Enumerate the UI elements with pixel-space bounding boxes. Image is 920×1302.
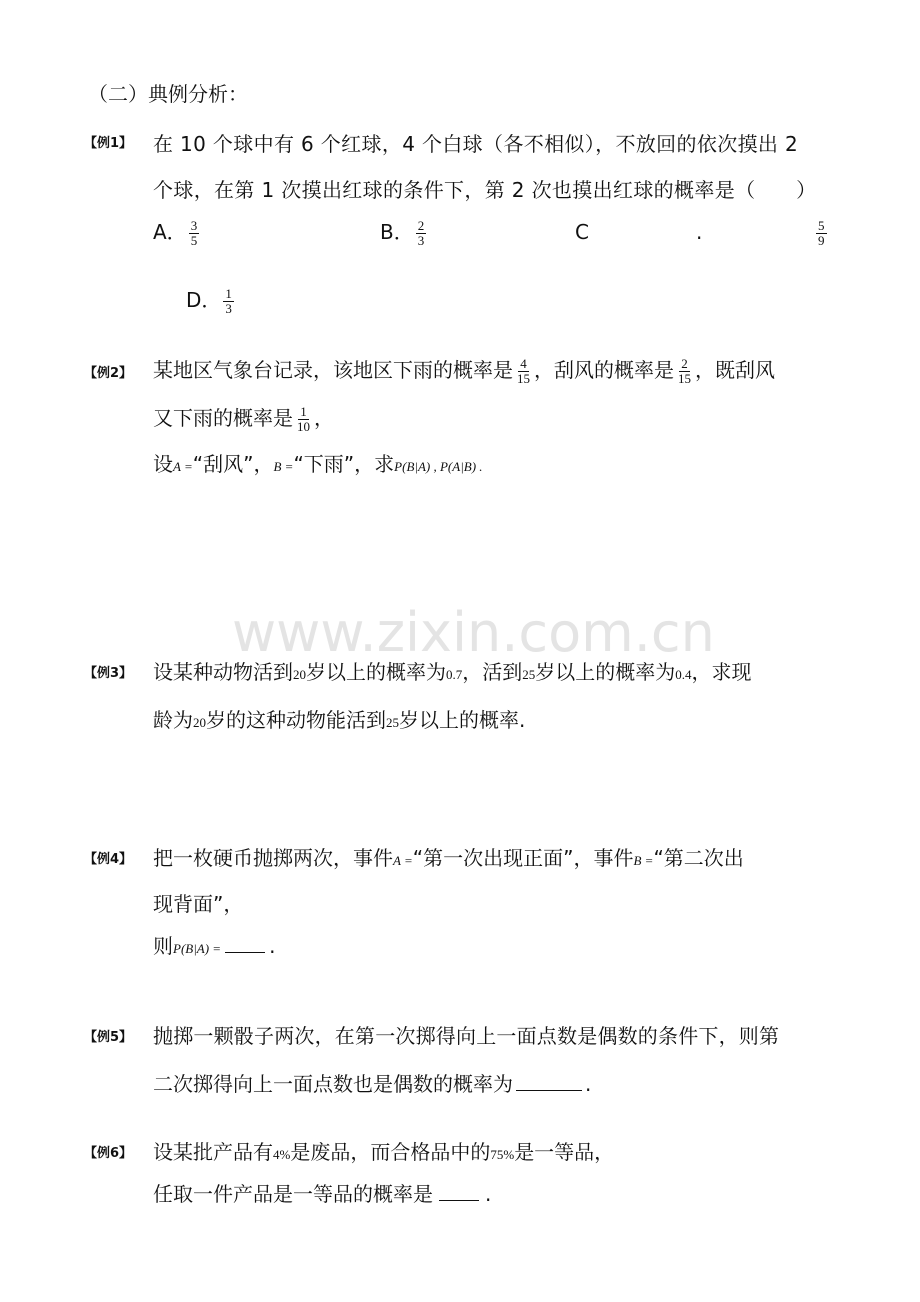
fraction-numerator: 5: [818, 218, 825, 233]
example-4-line-3: [153, 932, 275, 963]
text: 设某种动物活到: [153, 660, 293, 684]
answer-blank[interactable]: [516, 1074, 582, 1091]
text: “刮风”，: [192, 452, 274, 476]
text: .: [485, 1182, 492, 1206]
option-a-fraction: [189, 219, 200, 248]
text: 岁以上的概率为: [535, 660, 676, 684]
example-6-tag: 【例6】: [84, 1146, 133, 1161]
text: 则: [153, 934, 173, 958]
math-var-b: B =: [633, 853, 654, 868]
text: ，求现: [691, 660, 752, 684]
number: 0.7: [446, 667, 463, 682]
example-3-line-1: [153, 658, 752, 689]
text: 任取一件产品是一等品的概率是: [153, 1182, 433, 1206]
example-2-line-2: [153, 404, 334, 434]
text: 岁以上的概率.: [399, 708, 526, 732]
example-6-line-2: [153, 1180, 491, 1208]
option-a: [153, 218, 201, 248]
option-b: [380, 218, 428, 248]
answer-blank[interactable]: [439, 1184, 479, 1201]
option-c-fraction: [814, 218, 829, 248]
example-1-line-1: 在 10 个球中有 6 个红球，4 个白球（各不相似），不放回的依次摸出 2: [153, 132, 799, 156]
example-1-tag: 【例1】: [84, 136, 133, 151]
answer-blank[interactable]: [225, 936, 265, 953]
example-5-line-2: [153, 1070, 591, 1098]
option-d-label: D．: [186, 288, 222, 312]
text: 又下雨的概率是: [153, 406, 293, 430]
text: 是一等品，: [514, 1140, 615, 1164]
text: .: [585, 1072, 592, 1096]
text: ，刮风的概率是: [534, 358, 674, 382]
fraction-denominator: 9: [818, 233, 825, 248]
option-c-label: C: [575, 220, 589, 244]
text: 龄为: [153, 708, 193, 732]
number: 25: [522, 667, 536, 682]
example-3-tag: 【例3】: [84, 666, 133, 681]
number: 20: [193, 715, 206, 730]
math-var-a: A =: [393, 853, 413, 868]
fraction-both: [295, 405, 312, 434]
example-2-tag: 【例2】: [84, 366, 133, 381]
example-6-line-1: [153, 1138, 614, 1169]
option-a-label: A．: [153, 220, 187, 244]
option-c-dot: .: [696, 220, 703, 244]
text: 岁以上的概率为: [306, 660, 446, 684]
math-var-a: A =: [173, 459, 193, 474]
text: 岁的这种动物能活到: [206, 708, 386, 732]
number: 20: [293, 667, 306, 682]
option-d-fraction: [223, 287, 234, 316]
fraction-numerator: 2: [681, 356, 688, 371]
option-b-fraction: [416, 219, 427, 248]
fraction-numerator: 1: [300, 404, 307, 419]
example-2-line-3: [153, 450, 483, 481]
text: 设某批产品有: [153, 1140, 273, 1164]
text: “第二次出: [653, 846, 744, 870]
text: “第一次出现正面”，事件: [412, 846, 634, 870]
text: ，: [314, 406, 334, 430]
text: 是废品，而合格品中的: [290, 1140, 491, 1164]
example-5-tag: 【例5】: [84, 1030, 133, 1045]
fraction-numerator: 4: [520, 356, 527, 371]
text: .: [269, 934, 276, 958]
text: ，活到: [462, 660, 523, 684]
math-expression: P(B|A) , P(A|B) .: [394, 459, 483, 474]
example-4-line-1: [153, 844, 744, 875]
fraction-numerator: 3: [190, 218, 198, 233]
fraction-denominator: 3: [417, 233, 425, 248]
fraction-numerator: 1: [225, 286, 232, 301]
fraction-denominator: 3: [225, 301, 232, 316]
fraction-denominator: 10: [297, 419, 310, 434]
fraction-numerator: 2: [417, 218, 425, 233]
text: 二次掷得向上一面点数也是偶数的概率为: [153, 1072, 513, 1096]
example-3-line-2: [153, 706, 525, 737]
text: 设: [153, 452, 173, 476]
example-2-line-1: [153, 356, 775, 386]
text: 某地区气象台记录，该地区下雨的概率是: [153, 358, 513, 382]
watermark: www.zixin.com.cn: [232, 601, 715, 664]
number: 0.4: [675, 667, 692, 682]
fraction-denominator: 15: [678, 371, 691, 386]
example-4-tag: 【例4】: [84, 852, 133, 867]
fraction-wind: [676, 357, 693, 386]
text: 把一枚硬币抛掷两次，事件: [153, 846, 393, 870]
fraction-rain: [515, 357, 532, 386]
math-var-b: B =: [273, 459, 294, 474]
math-expression: P(B|A) =: [173, 941, 222, 956]
fraction-denominator: 15: [517, 371, 530, 386]
example-4-line-2: 现背面”，: [153, 892, 244, 916]
option-b-label: B．: [380, 220, 414, 244]
example-5-line-1: 抛掷一颗骰子两次，在第一次掷得向上一面点数是偶数的条件下，则第: [153, 1024, 780, 1048]
option-d: [186, 286, 236, 316]
percentage: 4%: [273, 1147, 291, 1162]
example-1-line-2: 个球，在第 1 次摸出红球的条件下，第 2 次也摸出红球的概率是（ ）: [153, 178, 817, 202]
number: 25: [386, 715, 399, 730]
fraction-denominator: 5: [190, 233, 198, 248]
section-title: （二）典例分析：: [88, 82, 248, 106]
text: “下雨”，求: [293, 452, 395, 476]
text: ，既刮风: [695, 358, 775, 382]
percentage: 75%: [490, 1147, 515, 1162]
